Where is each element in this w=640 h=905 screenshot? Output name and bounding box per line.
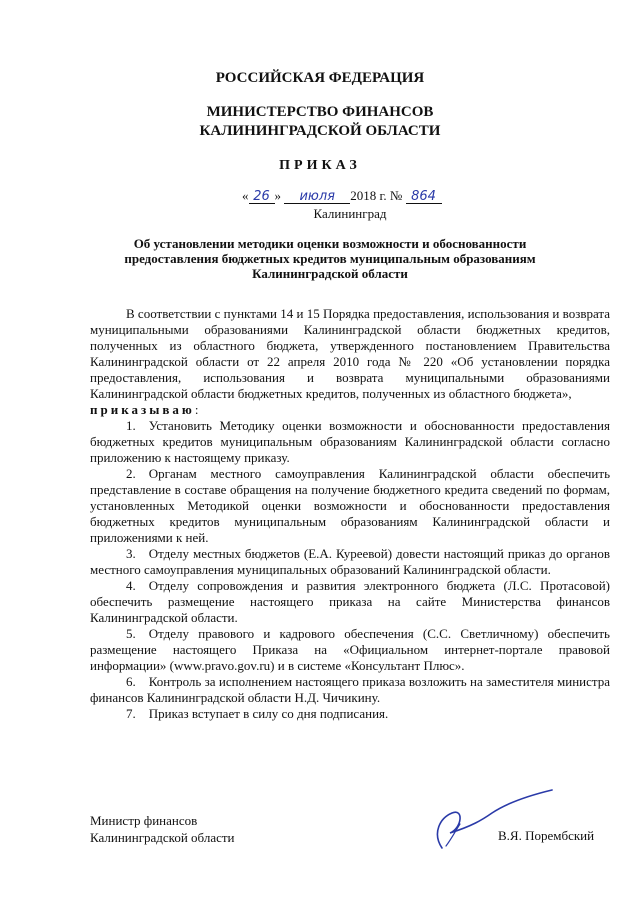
document-body bbox=[90, 306, 610, 722]
ministry-heading bbox=[0, 103, 640, 141]
ministry-line-2: КАЛИНИНГРАДСКОЙ ОБЛАСТИ bbox=[199, 123, 441, 139]
handwritten-number: 864 bbox=[406, 190, 442, 204]
document-type: ПРИКАЗ bbox=[279, 158, 361, 173]
intro-paragraph bbox=[90, 306, 610, 418]
list-item: 7. Приказ вступает в силу со дня подписания. bbox=[126, 706, 389, 721]
signer-name: В.Я. Порембский bbox=[498, 828, 595, 843]
intro-text: В соответствии с пунктами 14 и 15 Порядка предоставления, использования и возврата муниципальными образованиями Калининградской области бюджетных кредитов, полученных из областного бюджета, утвержденного постановлением Правительства Калининградской области от 22 апреля 2010 года № 220 «Об установлении порядка предоставления, использования и возврата муниципальными образованиями Калининградской области бюджетных кредитов, полученных из областного бюджета», bbox=[90, 306, 611, 401]
list-item: 2. Органам местного самоуправления Калининградской области обеспечить представление в составе обращения на получение бюджетного кредита сведений по формам, установленных Методикой оценки возможности и обоснованности предоставления бюджетных кредитов муниципальным образованиям Калининградской области и приложениями к ней. bbox=[90, 466, 610, 545]
list-item: 4. Отделу сопровождения и развития электронного бюджета (Л.С. Протасовой) обеспечить размещение настоящего приказа на сайте Министерства финансов Калининградской области. bbox=[90, 578, 610, 625]
document-title: Об установлении методики оценки возможности и обоснованности предоставления бюджетных кредитов муниципальным образованиям Калининградской области bbox=[124, 236, 536, 281]
signer-position-line-1: Министр финансов bbox=[90, 813, 198, 828]
list-item: 6. Контроль за исполнением настоящего приказа возложить на заместителя министра финансов Калининградской области Н.Д. Чичикину. bbox=[90, 674, 610, 705]
list-item: 3. Отделу местных бюджетов (Е.А. Куреевой) довести настоящий приказ до органов местного самоуправления муниципальных образований Калининградской области. bbox=[90, 546, 610, 577]
date-line bbox=[242, 188, 442, 204]
handwritten-day: 26 bbox=[249, 190, 275, 204]
handwritten-signature bbox=[412, 778, 562, 858]
year-text: 2018 г. № bbox=[350, 188, 403, 203]
list-item: 5. Отделу правового и кадрового обеспечения (С.С. Светличному) обеспечить размещение настоящего Приказа на «Официальном интернет-портале правовой информации» (www.pravo.gov.ru) и в системе «Консультант Плюс». bbox=[90, 626, 610, 673]
ministry-line-1: МИНИСТЕРСТВО ФИНАНСОВ bbox=[206, 104, 434, 120]
order-word: приказываю bbox=[90, 402, 195, 417]
order-colon: : bbox=[194, 402, 199, 417]
list-item: 1. Установить Методику оценки возможности и обоснованности предоставления бюджетных кредитов муниципальным образованиям Калининградской области согласно приложению к настоящему приказу. bbox=[90, 418, 610, 465]
signer-position-line-2: Калининградской области bbox=[90, 830, 235, 845]
signer-position bbox=[90, 812, 235, 846]
close-quote: » bbox=[274, 188, 281, 203]
handwritten-month: июля bbox=[284, 190, 350, 204]
city-name: Калининград bbox=[313, 206, 387, 221]
country-heading: РОССИЙСКАЯ ФЕДЕРАЦИЯ bbox=[215, 70, 425, 86]
open-quote: « bbox=[242, 188, 249, 203]
